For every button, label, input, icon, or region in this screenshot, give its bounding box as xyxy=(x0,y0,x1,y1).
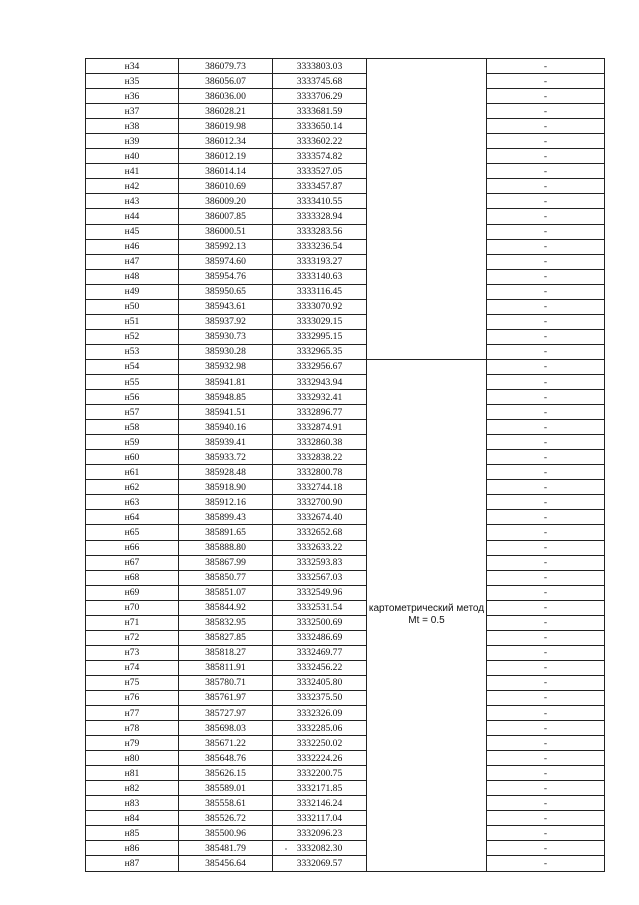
x-coordinate-cell: 386028.21 xyxy=(179,104,273,119)
y-coordinate-cell: 3332171.85 xyxy=(273,781,367,796)
x-coordinate-cell: 385918.90 xyxy=(179,480,273,495)
y-coordinate-cell: 3332744.18 xyxy=(273,480,367,495)
table-row xyxy=(86,239,605,254)
point-id-cell: н80 xyxy=(86,751,179,766)
point-id-cell: н54 xyxy=(86,359,179,374)
table-row xyxy=(86,690,605,705)
table-row xyxy=(86,314,605,329)
point-id-cell: н70 xyxy=(86,600,179,615)
accuracy-cell: - xyxy=(487,329,605,344)
accuracy-cell: - xyxy=(487,435,605,450)
y-coordinate-cell: 3333803.03 xyxy=(273,59,367,74)
x-coordinate-cell: 385941.51 xyxy=(179,405,273,420)
accuracy-cell: - xyxy=(487,405,605,420)
table-row xyxy=(86,510,605,525)
table-row xyxy=(86,269,605,284)
table-row xyxy=(86,796,605,811)
determination-method-cell xyxy=(367,59,487,360)
accuracy-cell: - xyxy=(487,239,605,254)
x-coordinate-cell: 385698.03 xyxy=(179,721,273,736)
table-row xyxy=(86,751,605,766)
x-coordinate-cell: 385943.61 xyxy=(179,299,273,314)
x-coordinate-cell: 385932.98 xyxy=(179,359,273,374)
accuracy-cell: - xyxy=(487,59,605,74)
table-row xyxy=(86,675,605,690)
y-coordinate-cell: 3332593.83 xyxy=(273,555,367,570)
point-id-cell: н56 xyxy=(86,390,179,405)
y-coordinate-cell: 3332486.69 xyxy=(273,630,367,645)
table-row xyxy=(86,359,605,374)
table-row xyxy=(86,570,605,585)
y-coordinate-cell: 3332943.94 xyxy=(273,374,367,389)
accuracy-cell: - xyxy=(487,826,605,841)
y-coordinate-cell: 3333410.55 xyxy=(273,194,367,209)
point-id-cell: н37 xyxy=(86,104,179,119)
table-row xyxy=(86,450,605,465)
point-id-cell: н76 xyxy=(86,690,179,705)
y-coordinate-cell: 3332456.22 xyxy=(273,660,367,675)
accuracy-cell: - xyxy=(487,751,605,766)
y-coordinate-cell: 3332800.78 xyxy=(273,465,367,480)
point-id-cell: н81 xyxy=(86,766,179,781)
accuracy-cell: - xyxy=(487,224,605,239)
x-coordinate-cell: 385912.16 xyxy=(179,495,273,510)
table-row xyxy=(86,194,605,209)
point-id-cell: н72 xyxy=(86,630,179,645)
y-coordinate-cell: 3332224.26 xyxy=(273,751,367,766)
y-coordinate-cell: 3332146.24 xyxy=(273,796,367,811)
y-coordinate-cell: 3332674.40 xyxy=(273,510,367,525)
x-coordinate-cell: 385950.65 xyxy=(179,284,273,299)
page-speck xyxy=(285,848,287,850)
accuracy-cell: - xyxy=(487,811,605,826)
point-id-cell: н66 xyxy=(86,540,179,555)
x-coordinate-cell: 386000.51 xyxy=(179,224,273,239)
x-coordinate-cell: 385481.79 xyxy=(179,841,273,856)
point-id-cell: н43 xyxy=(86,194,179,209)
point-id-cell: н68 xyxy=(86,570,179,585)
point-id-cell: н40 xyxy=(86,149,179,164)
accuracy-cell: - xyxy=(487,299,605,314)
table-row xyxy=(86,435,605,450)
point-id-cell: н84 xyxy=(86,811,179,826)
accuracy-cell: - xyxy=(487,119,605,134)
accuracy-cell: - xyxy=(487,675,605,690)
accuracy-cell: - xyxy=(487,269,605,284)
x-coordinate-cell: 385933.72 xyxy=(179,450,273,465)
x-coordinate-cell: 385930.73 xyxy=(179,329,273,344)
point-id-cell: н86 xyxy=(86,841,179,856)
point-id-cell: н51 xyxy=(86,314,179,329)
table-row xyxy=(86,525,605,540)
accuracy-cell: - xyxy=(487,600,605,615)
accuracy-cell: - xyxy=(487,736,605,751)
accuracy-cell: - xyxy=(487,89,605,104)
x-coordinate-cell: 385811.91 xyxy=(179,660,273,675)
coordinates-table-body xyxy=(86,59,605,872)
y-coordinate-cell: 3332250.02 xyxy=(273,736,367,751)
coordinates-table xyxy=(85,58,605,872)
point-id-cell: н73 xyxy=(86,645,179,660)
point-id-cell: н35 xyxy=(86,74,179,89)
accuracy-cell: - xyxy=(487,615,605,630)
table-row xyxy=(86,645,605,660)
accuracy-cell: - xyxy=(487,856,605,871)
x-coordinate-cell: 385930.28 xyxy=(179,344,273,359)
point-id-cell: н48 xyxy=(86,269,179,284)
point-id-cell: н78 xyxy=(86,721,179,736)
x-coordinate-cell: 385589.01 xyxy=(179,781,273,796)
point-id-cell: н71 xyxy=(86,615,179,630)
y-coordinate-cell: 3332200.75 xyxy=(273,766,367,781)
accuracy-cell: - xyxy=(487,254,605,269)
table-row xyxy=(86,59,605,74)
table-row xyxy=(86,74,605,89)
y-coordinate-cell: 3333283.56 xyxy=(273,224,367,239)
y-coordinate-cell: 3333457.87 xyxy=(273,179,367,194)
table-row xyxy=(86,179,605,194)
y-coordinate-cell: 3332995.15 xyxy=(273,329,367,344)
table-row xyxy=(86,164,605,179)
table-row xyxy=(86,540,605,555)
y-coordinate-cell: 3333193.27 xyxy=(273,254,367,269)
point-id-cell: н36 xyxy=(86,89,179,104)
y-coordinate-cell: 3333706.29 xyxy=(273,89,367,104)
point-id-cell: н47 xyxy=(86,254,179,269)
point-id-cell: н45 xyxy=(86,224,179,239)
point-id-cell: н87 xyxy=(86,856,179,871)
point-id-cell: н79 xyxy=(86,736,179,751)
y-coordinate-cell: 3332069.57 xyxy=(273,856,367,871)
point-id-cell: н64 xyxy=(86,510,179,525)
y-coordinate-cell: 3332469.77 xyxy=(273,645,367,660)
table-row xyxy=(86,630,605,645)
accuracy-cell: - xyxy=(487,104,605,119)
point-id-cell: н41 xyxy=(86,164,179,179)
y-coordinate-cell: 3333527.05 xyxy=(273,164,367,179)
table-row xyxy=(86,600,605,615)
y-coordinate-cell: 3332096.23 xyxy=(273,826,367,841)
y-coordinate-cell: 3333029.15 xyxy=(273,314,367,329)
point-id-cell: н61 xyxy=(86,465,179,480)
point-id-cell: н55 xyxy=(86,374,179,389)
x-coordinate-cell: 385727.97 xyxy=(179,706,273,721)
x-coordinate-cell: 385888.80 xyxy=(179,540,273,555)
y-coordinate-cell: 3333328.94 xyxy=(273,209,367,224)
y-coordinate-cell: 3333602.22 xyxy=(273,134,367,149)
y-coordinate-cell: 3333116.45 xyxy=(273,284,367,299)
point-id-cell: н74 xyxy=(86,660,179,675)
accuracy-cell: - xyxy=(487,510,605,525)
accuracy-cell: - xyxy=(487,495,605,510)
table-row xyxy=(86,495,605,510)
table-row xyxy=(86,615,605,630)
table-row xyxy=(86,149,605,164)
x-coordinate-cell: 385937.92 xyxy=(179,314,273,329)
y-coordinate-cell: 3332375.50 xyxy=(273,690,367,705)
point-id-cell: н62 xyxy=(86,480,179,495)
point-id-cell: н85 xyxy=(86,826,179,841)
table-row xyxy=(86,781,605,796)
accuracy-cell: - xyxy=(487,149,605,164)
table-row xyxy=(86,706,605,721)
x-coordinate-cell: 385992.13 xyxy=(179,239,273,254)
point-id-cell: н75 xyxy=(86,675,179,690)
point-id-cell: н38 xyxy=(86,119,179,134)
table-row xyxy=(86,465,605,480)
accuracy-cell: - xyxy=(487,540,605,555)
accuracy-cell: - xyxy=(487,841,605,856)
y-coordinate-cell: 3332633.22 xyxy=(273,540,367,555)
point-id-cell: н52 xyxy=(86,329,179,344)
table-row xyxy=(86,134,605,149)
x-coordinate-cell: 385671.22 xyxy=(179,736,273,751)
table-row xyxy=(86,856,605,871)
table-row xyxy=(86,119,605,134)
y-coordinate-cell: 3332082.30 xyxy=(273,841,367,856)
x-coordinate-cell: 386079.73 xyxy=(179,59,273,74)
table-row xyxy=(86,209,605,224)
table-row xyxy=(86,224,605,239)
table-row xyxy=(86,390,605,405)
y-coordinate-cell: 3332700.90 xyxy=(273,495,367,510)
point-id-cell: н59 xyxy=(86,435,179,450)
table-row xyxy=(86,344,605,359)
y-coordinate-cell: 3332405.80 xyxy=(273,675,367,690)
accuracy-cell: - xyxy=(487,781,605,796)
x-coordinate-cell: 385899.43 xyxy=(179,510,273,525)
x-coordinate-cell: 386056.07 xyxy=(179,74,273,89)
x-coordinate-cell: 386014.14 xyxy=(179,164,273,179)
x-coordinate-cell: 385818.27 xyxy=(179,645,273,660)
table-row xyxy=(86,329,605,344)
x-coordinate-cell: 385948.85 xyxy=(179,390,273,405)
x-coordinate-cell: 385526.72 xyxy=(179,811,273,826)
table-row xyxy=(86,585,605,600)
y-coordinate-cell: 3333070.92 xyxy=(273,299,367,314)
point-id-cell: н50 xyxy=(86,299,179,314)
y-coordinate-cell: 3333681.59 xyxy=(273,104,367,119)
point-id-cell: н82 xyxy=(86,781,179,796)
y-coordinate-cell: 3332117.04 xyxy=(273,811,367,826)
point-id-cell: н42 xyxy=(86,179,179,194)
accuracy-cell: - xyxy=(487,796,605,811)
x-coordinate-cell: 386012.34 xyxy=(179,134,273,149)
point-id-cell: н67 xyxy=(86,555,179,570)
x-coordinate-cell: 385827.85 xyxy=(179,630,273,645)
table-row xyxy=(86,89,605,104)
determination-method-cell: картометрический метод Mt = 0.5 xyxy=(367,359,487,871)
table-row xyxy=(86,480,605,495)
table-row xyxy=(86,374,605,389)
accuracy-cell: - xyxy=(487,194,605,209)
accuracy-cell: - xyxy=(487,690,605,705)
x-coordinate-cell: 385928.48 xyxy=(179,465,273,480)
accuracy-cell: - xyxy=(487,420,605,435)
y-coordinate-cell: 3332965.35 xyxy=(273,344,367,359)
accuracy-cell: - xyxy=(487,134,605,149)
accuracy-cell: - xyxy=(487,480,605,495)
table-row xyxy=(86,841,605,856)
table-row xyxy=(86,555,605,570)
x-coordinate-cell: 385456.64 xyxy=(179,856,273,871)
accuracy-cell: - xyxy=(487,284,605,299)
point-id-cell: н39 xyxy=(86,134,179,149)
x-coordinate-cell: 385891.65 xyxy=(179,525,273,540)
table-row xyxy=(86,660,605,675)
x-coordinate-cell: 386036.00 xyxy=(179,89,273,104)
accuracy-cell: - xyxy=(487,585,605,600)
y-coordinate-cell: 3332932.41 xyxy=(273,390,367,405)
accuracy-cell: - xyxy=(487,570,605,585)
x-coordinate-cell: 385648.76 xyxy=(179,751,273,766)
y-coordinate-cell: 3332652.68 xyxy=(273,525,367,540)
accuracy-cell: - xyxy=(487,450,605,465)
accuracy-cell: - xyxy=(487,525,605,540)
x-coordinate-cell: 385941.81 xyxy=(179,374,273,389)
x-coordinate-cell: 385974.60 xyxy=(179,254,273,269)
y-coordinate-cell: 3332874.91 xyxy=(273,420,367,435)
point-id-cell: н65 xyxy=(86,525,179,540)
accuracy-cell: - xyxy=(487,555,605,570)
accuracy-cell: - xyxy=(487,209,605,224)
x-coordinate-cell: 386012.19 xyxy=(179,149,273,164)
x-coordinate-cell: 385626.15 xyxy=(179,766,273,781)
accuracy-cell: - xyxy=(487,374,605,389)
y-coordinate-cell: 3332531.54 xyxy=(273,600,367,615)
accuracy-cell: - xyxy=(487,721,605,736)
point-id-cell: н46 xyxy=(86,239,179,254)
point-id-cell: н77 xyxy=(86,706,179,721)
y-coordinate-cell: 3332896.77 xyxy=(273,405,367,420)
y-coordinate-cell: 3332500.69 xyxy=(273,615,367,630)
point-id-cell: н69 xyxy=(86,585,179,600)
point-id-cell: н49 xyxy=(86,284,179,299)
x-coordinate-cell: 385850.77 xyxy=(179,570,273,585)
y-coordinate-cell: 3332860.38 xyxy=(273,435,367,450)
x-coordinate-cell: 386009.20 xyxy=(179,194,273,209)
accuracy-cell: - xyxy=(487,630,605,645)
y-coordinate-cell: 3332567.03 xyxy=(273,570,367,585)
table-row xyxy=(86,826,605,841)
x-coordinate-cell: 386019.98 xyxy=(179,119,273,134)
table-row xyxy=(86,284,605,299)
x-coordinate-cell: 385940.16 xyxy=(179,420,273,435)
y-coordinate-cell: 3333236.54 xyxy=(273,239,367,254)
table-row xyxy=(86,811,605,826)
y-coordinate-cell: 3333650.14 xyxy=(273,119,367,134)
point-id-cell: н58 xyxy=(86,420,179,435)
x-coordinate-cell: 385780.71 xyxy=(179,675,273,690)
point-id-cell: н53 xyxy=(86,344,179,359)
point-id-cell: н83 xyxy=(86,796,179,811)
y-coordinate-cell: 3333574.82 xyxy=(273,149,367,164)
x-coordinate-cell: 385851.07 xyxy=(179,585,273,600)
table-row xyxy=(86,299,605,314)
table-row xyxy=(86,721,605,736)
y-coordinate-cell: 3332285.06 xyxy=(273,721,367,736)
accuracy-cell: - xyxy=(487,645,605,660)
x-coordinate-cell: 385867.99 xyxy=(179,555,273,570)
accuracy-cell: - xyxy=(487,344,605,359)
x-coordinate-cell: 386010.69 xyxy=(179,179,273,194)
x-coordinate-cell: 385954.76 xyxy=(179,269,273,284)
x-coordinate-cell: 385844.92 xyxy=(179,600,273,615)
y-coordinate-cell: 3333745.68 xyxy=(273,74,367,89)
y-coordinate-cell: 3332549.96 xyxy=(273,585,367,600)
x-coordinate-cell: 385761.97 xyxy=(179,690,273,705)
y-coordinate-cell: 3332956.67 xyxy=(273,359,367,374)
point-id-cell: н34 xyxy=(86,59,179,74)
table-row xyxy=(86,420,605,435)
accuracy-cell: - xyxy=(487,74,605,89)
accuracy-cell: - xyxy=(487,359,605,374)
accuracy-cell: - xyxy=(487,706,605,721)
x-coordinate-cell: 385939.41 xyxy=(179,435,273,450)
y-coordinate-cell: 3332838.22 xyxy=(273,450,367,465)
point-id-cell: н63 xyxy=(86,495,179,510)
x-coordinate-cell: 385558.61 xyxy=(179,796,273,811)
x-coordinate-cell: 385500.96 xyxy=(179,826,273,841)
x-coordinate-cell: 385832.95 xyxy=(179,615,273,630)
point-id-cell: н57 xyxy=(86,405,179,420)
accuracy-cell: - xyxy=(487,766,605,781)
accuracy-cell: - xyxy=(487,465,605,480)
point-id-cell: н44 xyxy=(86,209,179,224)
accuracy-cell: - xyxy=(487,179,605,194)
table-row xyxy=(86,254,605,269)
point-id-cell: н60 xyxy=(86,450,179,465)
table-row xyxy=(86,405,605,420)
x-coordinate-cell: 386007.85 xyxy=(179,209,273,224)
table-row xyxy=(86,766,605,781)
accuracy-cell: - xyxy=(487,660,605,675)
table-row xyxy=(86,736,605,751)
table-row xyxy=(86,104,605,119)
accuracy-cell: - xyxy=(487,314,605,329)
y-coordinate-cell: 3333140.63 xyxy=(273,269,367,284)
y-coordinate-cell: 3332326.09 xyxy=(273,706,367,721)
accuracy-cell: - xyxy=(487,164,605,179)
accuracy-cell: - xyxy=(487,390,605,405)
